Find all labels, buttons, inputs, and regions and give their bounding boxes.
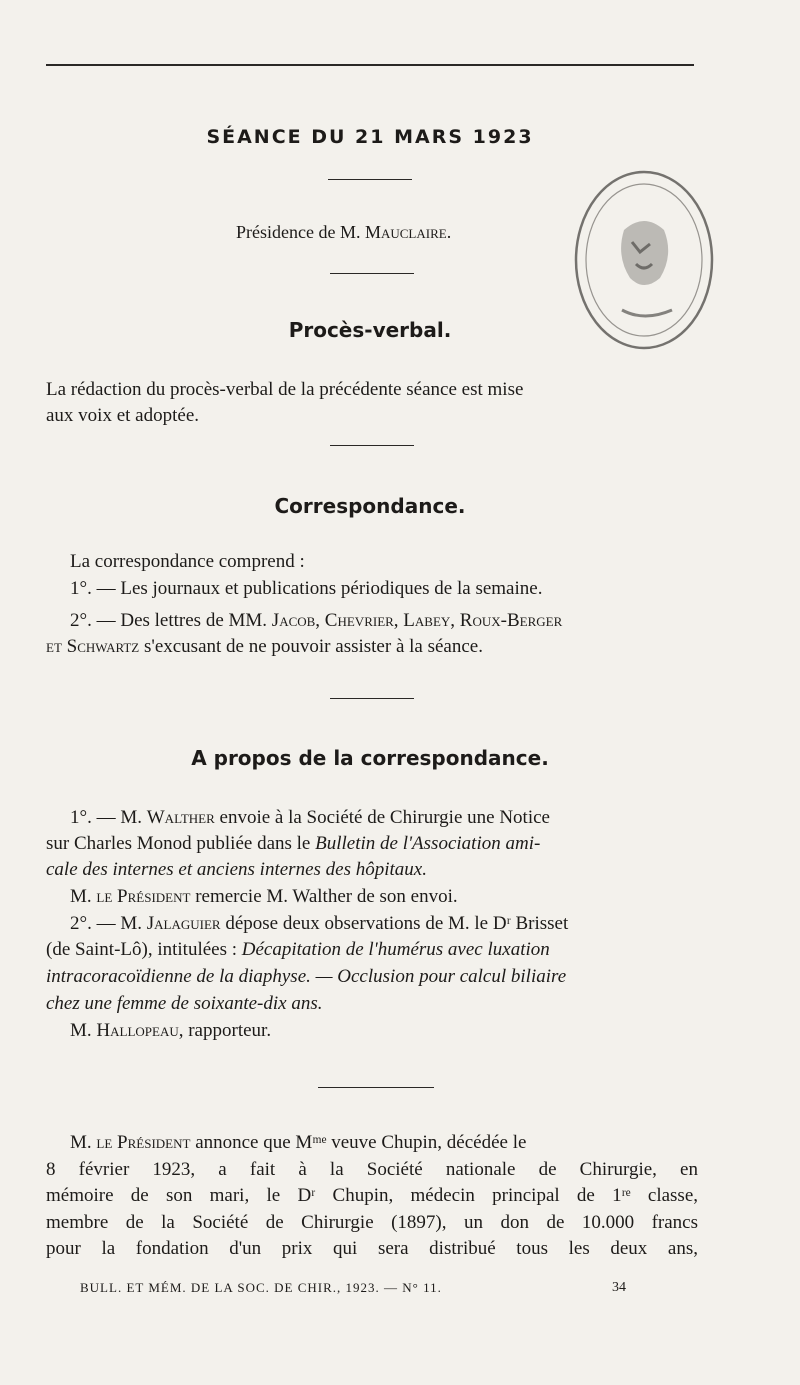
a-propos-title: A propos de la correspondance. xyxy=(191,746,549,770)
observation-title: chez une femme de soixante-dix ans. xyxy=(46,993,323,1014)
correspondance-text: 1°. — Les journaux et publications périodiques de la semaine. xyxy=(70,578,543,599)
a-propos-text: sur Charles Monod publiée dans le Bulletin de l'Association ami- xyxy=(46,833,541,854)
divider xyxy=(330,273,414,274)
author-name: Walther xyxy=(146,807,215,828)
top-rule xyxy=(46,64,694,66)
annonce-text: M. le Président annonce que Mᵐᵉ veuve Chupin, décédée le xyxy=(70,1132,527,1153)
a-propos-text: (de Saint-Lô), intitulées : Décapitation de l'humérus avec luxation xyxy=(46,939,550,960)
proces-verbal-title: Procès-verbal. xyxy=(288,318,452,342)
a-propos-text: 1°. — M. Walther envoie à la Société de Chirurgie une Notice xyxy=(70,807,550,828)
divider xyxy=(330,698,414,699)
presidence-line xyxy=(236,222,451,243)
footer-citation: BULL. ET MÉM. DE LA SOC. DE CHIR., 1923. — N° 11. xyxy=(80,1280,442,1295)
president-title: le Président xyxy=(96,1132,191,1153)
page-number: 34 xyxy=(612,1280,626,1295)
author-names: Jacob, Chevrier, Labey, Roux-Berger xyxy=(271,610,563,631)
divider xyxy=(328,179,412,180)
annonce-text: pour la fondation d'un prix qui sera distribué tous les deux ans, xyxy=(46,1238,698,1259)
correspondance-title: Correspondance. xyxy=(274,494,466,518)
a-propos-text: 2°. — M. Jalaguier dépose deux observations de M. le Dʳ Brisset xyxy=(70,913,569,934)
annonce-text: 8 février 1923, a fait à la Société nationale de Chirurgie, en xyxy=(46,1159,698,1180)
correspondance-text: La correspondance comprend : xyxy=(70,551,305,572)
divider xyxy=(330,445,414,446)
correspondance-text: 2°. — Des lettres de MM. Jacob, Chevrier, Labey, Roux-Berger xyxy=(70,610,563,631)
a-propos-text: M. le Président remercie M. Walther de son envoi. xyxy=(70,886,458,907)
author-name: Jalaguier xyxy=(146,913,221,934)
proces-verbal-text: aux voix et adoptée. xyxy=(46,405,200,426)
session-heading: SÉANCE DU 21 MARS 1923 xyxy=(206,126,534,148)
a-propos-text: M. Hallopeau, rapporteur. xyxy=(70,1020,272,1041)
presidence-prefix: Présidence de M. xyxy=(236,222,361,242)
publication-title: Bulletin de l'Association ami- xyxy=(315,833,541,854)
correspondance-text: et Schwartz s'excusant de ne pouvoir assister à la séance. xyxy=(46,636,483,657)
rapporteur-name: Hallopeau, xyxy=(96,1020,184,1041)
president-name: Mauclaire. xyxy=(364,222,452,242)
president-title: le Président xyxy=(96,886,191,907)
annonce-text: mémoire de son mari, le Dʳ Chupin, médecin principal de 1ʳᵉ classe, xyxy=(46,1185,698,1206)
divider xyxy=(318,1087,434,1088)
publication-title: cale des internes et anciens internes des hôpitaux. xyxy=(46,859,427,880)
observation-title: Décapitation de l'humérus avec luxation xyxy=(241,939,550,960)
author-names: et Schwartz xyxy=(46,636,140,657)
proces-verbal-text: La rédaction du procès-verbal de la précédente séance est mise xyxy=(46,379,524,400)
observation-title: intracoracoïdienne de la diaphyse. — Occlusion pour calcul biliaire xyxy=(46,966,567,987)
annonce-text: membre de la Société de Chirurgie (1897), un don de 10.000 francs xyxy=(46,1212,698,1233)
